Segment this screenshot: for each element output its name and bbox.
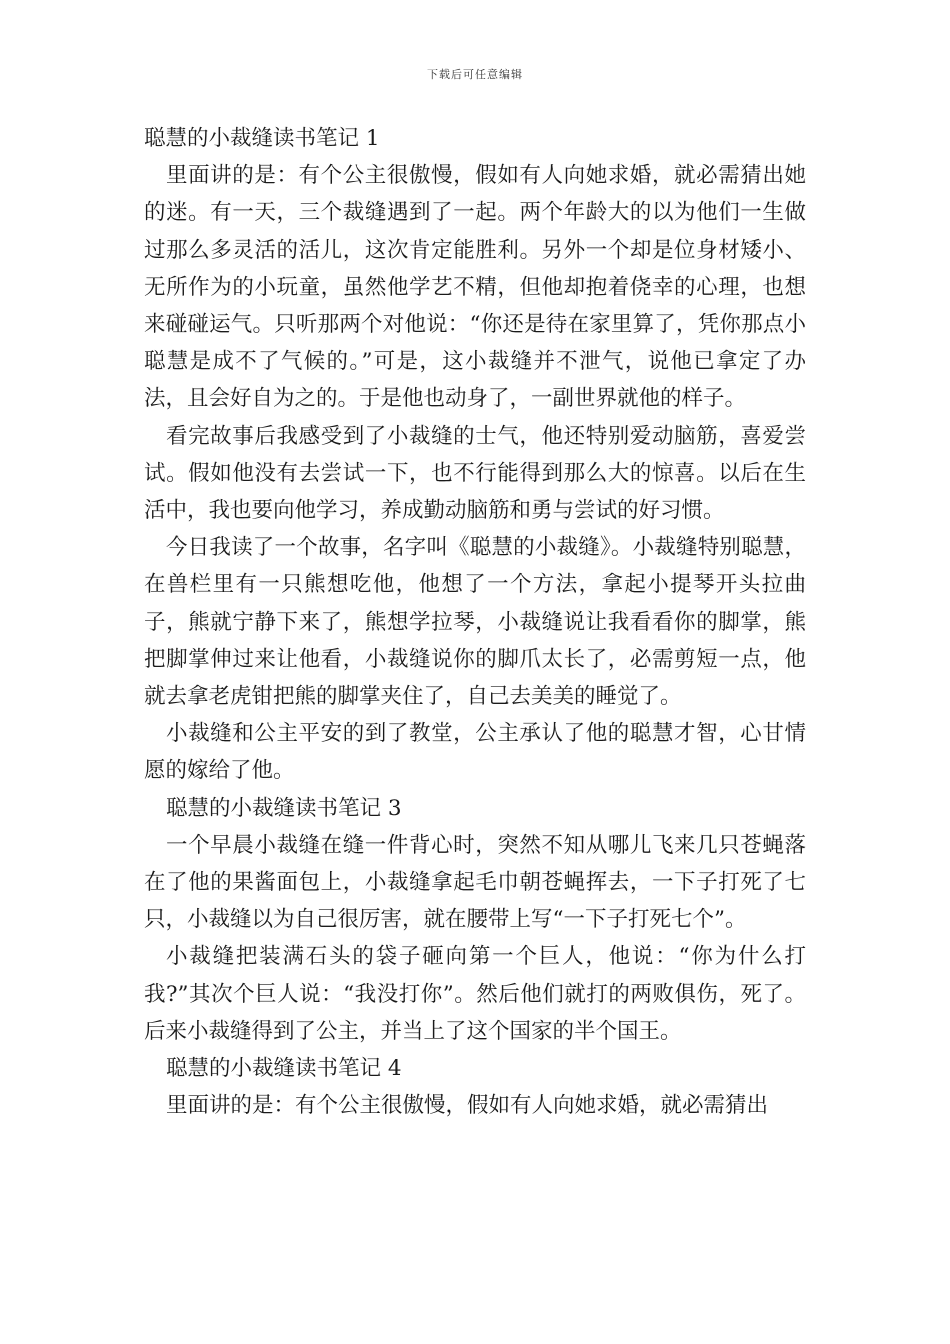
paragraph: 小裁缝把装满石头的袋子砸向第一个巨人，他说：“你为什么打我?”其次个巨人说：“我没打你”。然后他们就打的两败俱伤，死了。后来小裁缝得到了公主，并当上了这个国家的半个国王。: [144, 944, 806, 1044]
paragraph: 今日我读了一个故事，名字叫《聪慧的小裁缝》。小裁缝特别聪慧，在兽栏里有一只熊想吃他，他想了一个方法，拿起小提琴开头拉曲子，熊就宁静下来了，熊想学拉琴，小裁缝说让我看看你的脚掌，熊把脚掌伸过来让他看，小裁缝说你的脚爪太长了，必需剪短一点，他就去拿老虎钳把熊的脚掌夹住了，自己去美美的睡觉了。: [144, 535, 806, 710]
section-title: 聪慧的小裁缝读书笔记 3: [166, 795, 402, 821]
header-note: 下载后可任意编辑: [427, 68, 523, 81]
document-body: [144, 120, 806, 1124]
paragraph: 一个早晨小裁缝在缝一件背心时，突然不知从哪儿飞来几只苍蝇落在了他的果酱面包上，小裁缝拿起毛巾朝苍蝇挥去，一下子打死了七只，小裁缝以为自己很厉害，就在腰带上写“一下子打死七个”。: [144, 832, 806, 933]
section-title: 聪慧的小裁缝读书笔记 4: [166, 1056, 402, 1082]
paragraph: 小裁缝和公主平安的到了教堂，公主承认了他的聪慧才智，心甘情愿的嫁给了他。: [144, 721, 806, 784]
section-title: 聪慧的小裁缝读书笔记 1: [144, 126, 380, 151]
paragraph: 里面讲的是：有个公主很傲慢，假如有人向她求婚，就必需猜出她的迷。有一天，三个裁缝遇到了一起。两个年龄大的以为他们一生做过那么多灵活的活儿，这次肯定能胜利。另外一个却是位身材矮小、无所作为的小玩童，虽然他学艺不精，但他却抱着侥幸的心理，也想来碰碰运气。只听那两个对他说：“你还是待在家里算了，凭你那点小聪慧是成不了气候的。”可是，这小裁缝并不泄气，说他已拿定了办法，且会好自为之的。于是他也动身了，一副世界就他的样子。: [144, 163, 806, 412]
paragraph: 看完故事后我感受到了小裁缝的士气，他还特别爱动脑筋，喜爱尝试。假如他没有去尝试一下，也不行能得到那么大的惊喜。以后在生活中，我也要向他学习，养成勤动脑筋和勇与尝试的好习惯。: [144, 423, 806, 524]
paragraph: 里面讲的是：有个公主很傲慢，假如有人向她求婚，就必需猜出: [166, 1093, 769, 1119]
